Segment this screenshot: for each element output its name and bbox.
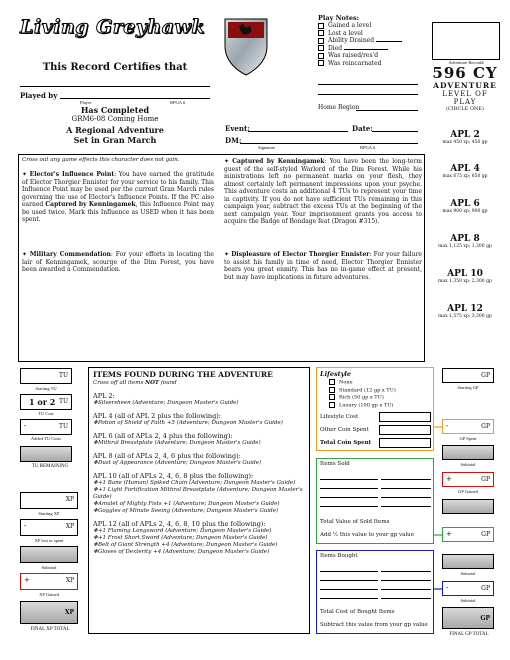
- signature-label: Signature: [258, 145, 276, 150]
- play-note-label: Ability Drained: [328, 37, 375, 44]
- gp-subtotal-box[interactable]: [442, 445, 494, 460]
- play-note-item[interactable]: [318, 30, 418, 38]
- arrow-connector: [434, 586, 443, 592]
- character-name-line: [20, 86, 210, 87]
- checkbox[interactable]: [318, 23, 324, 29]
- minus-sign: -: [24, 522, 27, 530]
- sold-line[interactable]: [381, 506, 431, 507]
- bought-total-label: Total Cost of Bought Items: [320, 609, 395, 615]
- sub-text: Cross off all items: [93, 380, 146, 386]
- checkbox[interactable]: [329, 387, 335, 393]
- plus-sign: +: [24, 576, 30, 584]
- sold-total-label: Total Value of Sold Items: [320, 519, 390, 525]
- tu-unit: TU: [58, 398, 68, 405]
- total-coin-label: Total Coin Spent: [320, 440, 372, 446]
- items-found-sub: [93, 380, 177, 388]
- sub-text-bold: NOT: [145, 380, 159, 386]
- apl-max: max 675 xp; 650 gp: [442, 174, 488, 179]
- effect-text: : For your efforts in locating the lair of Kenningamek, scourge of the Dim Forest, you have been awarded a Commendation.: [22, 251, 214, 273]
- sold-line[interactable]: [381, 479, 431, 480]
- checkbox[interactable]: [329, 379, 335, 385]
- item-line[interactable]: ❖Mithral Breastplate (Adventure; Dungeon Master's Guide): [93, 440, 261, 446]
- apl-items-head: APL 8 (all of APLs 2, 4, 6 plus the following):: [93, 452, 241, 460]
- gp-bought-subtract-box[interactable]: [442, 581, 494, 596]
- checkbox[interactable]: [329, 394, 335, 400]
- apl-items-head: APL 2:: [93, 392, 115, 400]
- item-line[interactable]: ❖Goggles of Minute Seeing (Adventure; Dungeon Master's Guide): [93, 508, 279, 514]
- tu-unit: TU: [58, 372, 68, 379]
- item-text: +1 Flaming Longsword (Adventure; Dungeon Master's Guide): [97, 528, 272, 534]
- item-line[interactable]: ❖Gloves of Dexterity +4 (Adventure; Dungeon Master's Guide): [93, 549, 270, 555]
- sold-line[interactable]: [320, 506, 378, 507]
- xp-unit: XP: [65, 496, 74, 503]
- xp-gained-box[interactable]: [20, 573, 78, 590]
- tu-cost-value: 1 or 2: [29, 397, 56, 407]
- play-notes-title: Play Notes:: [318, 14, 360, 22]
- effect-ref: Captured by Kenningamek: [45, 201, 136, 208]
- gp-gained-box[interactable]: [442, 472, 494, 487]
- item-line[interactable]: ❖Amulet of Mighty Fists +1 (Adventure; Dungeon Master's Guide): [93, 501, 280, 507]
- effect-text: , this Influence Point may be used twice. Mark this Influence as USED when it has been spent.: [22, 201, 214, 223]
- play-note-item[interactable]: [318, 60, 418, 68]
- added-tu-box[interactable]: [20, 419, 72, 435]
- apl-option[interactable]: [425, 304, 505, 319]
- heraldic-shield-image: [224, 18, 268, 76]
- apl-name: APL 12: [447, 304, 483, 314]
- apl-name: APL 4: [450, 164, 480, 174]
- item-line[interactable]: ❖+1 Frost Short Sword (Adventure; Dungeon Master's Guide): [93, 535, 268, 541]
- living-greyhawk-logo: [20, 16, 205, 38]
- effect-title: Displeasure of Elector Thorgier Ennister: [231, 251, 370, 258]
- cross-out-note: Cross out any game effects this character does not gain.: [22, 157, 180, 163]
- checkbox[interactable]: [318, 30, 324, 36]
- gp-subtotal3-box[interactable]: [442, 554, 494, 569]
- added-tu-label: Added TU Costs: [30, 436, 62, 441]
- sold-add-label: Add ½ this value to your gp value: [320, 532, 414, 538]
- apl-option[interactable]: [425, 130, 505, 145]
- sold-line[interactable]: [320, 479, 378, 480]
- item-line[interactable]: ❖Silversheen (Adventure; Dungeon Master's Guide): [93, 400, 239, 406]
- played-by-label: Played by: [20, 91, 58, 100]
- dm-line: [240, 143, 418, 144]
- gp-unit: GP: [481, 531, 490, 538]
- play-note-label: Died: [328, 44, 343, 52]
- items-bought-box: [316, 550, 434, 634]
- checkbox[interactable]: [318, 53, 324, 59]
- star-icon: ✦: [22, 251, 28, 258]
- minus-sign: -: [24, 422, 27, 430]
- star-icon: ✦: [224, 158, 230, 165]
- star-icon: ✦: [224, 251, 230, 258]
- final-gp-box[interactable]: [442, 607, 494, 629]
- dm-rpga-label: RPGA #: [360, 145, 376, 150]
- apl-max: max 450 xp; 450 gp: [442, 140, 488, 145]
- gp-subtotal3-label: Subtotal: [460, 598, 476, 603]
- tu-remaining-box[interactable]: [20, 446, 72, 462]
- xp-unit: XP: [64, 609, 74, 616]
- item-text: Gloves of Dexterity +4 (Adventure; Dungeon Master's Guide): [97, 549, 270, 555]
- home-region-line: [356, 110, 418, 111]
- tu-cost-box: [20, 394, 72, 410]
- lifestyle-options: [329, 379, 396, 409]
- bought-line[interactable]: [381, 589, 431, 590]
- apl-items-head: APL 10 (all of APLs 2, 4, 6, 8 plus the following):: [93, 472, 254, 480]
- plus-sign: +: [446, 475, 452, 483]
- xp-subtotal-label: Subtotal: [41, 565, 57, 570]
- minus-sign: -: [446, 422, 449, 430]
- items-sold-box: [316, 458, 434, 544]
- lifestyle-cost-field[interactable]: [379, 412, 431, 422]
- xp-subtotal-box[interactable]: [20, 546, 78, 563]
- logo-text: Living Greyhawk: [20, 16, 206, 38]
- play-note-label: Was raised/res'd: [328, 52, 379, 59]
- military-commendation-effect[interactable]: [22, 251, 214, 274]
- notes-line: [318, 84, 418, 85]
- apl-name: APL 8: [450, 234, 480, 244]
- lifestyle-option[interactable]: [329, 387, 396, 395]
- lifestyle-cost-label: Lifestyle Cost: [320, 414, 359, 420]
- item-line[interactable]: ❖+1 Light Fortification Mithral Breastplate (Adventure; Dungeon Master's Guide): [93, 487, 303, 500]
- gp-gained-label: GP Gained: [458, 489, 478, 494]
- circle-one-note: (CIRCLE ONE): [446, 106, 484, 112]
- xp-lost-box[interactable]: [20, 519, 78, 536]
- home-region-label: Home Region: [318, 104, 360, 111]
- bought-line[interactable]: [320, 580, 378, 581]
- item-text: +1 Frost Short Sword (Adventure; Dungeon Master's Guide): [97, 535, 268, 541]
- gp-subtotal-label: Subtotal: [460, 462, 476, 467]
- adventure-code: GRM6-08 Coming Home: [71, 115, 159, 123]
- adventure-record-label: Adventure Record#: [448, 60, 484, 65]
- other-coin-label: Other Coin Spent: [320, 427, 369, 433]
- arrow-connector: [434, 424, 443, 430]
- gp-unit: GP: [481, 476, 490, 483]
- starting-tu-box[interactable]: [20, 368, 72, 384]
- gp-unit: GP: [481, 585, 490, 592]
- lifestyle-option-label: Luxury (100 gp x TU): [339, 402, 394, 408]
- rpga-label: RPGA #: [170, 100, 186, 105]
- effect-text: : You have been the long-term guest of the self-styled Warlord of the Dim Forest. While his ministrations left no permanent marks on your flesh, they almost certainly left permanent impressions upon your psyche. This adventure costs an additional 4 TUs to represent your time in captivity. If you do not have sufficient TUs remaining in this campaign year, subtract the excess TUs at the beginning of the next campaign year. Your imprisonment grants you access to acquire the Badge of Bondage feat (Dragon #315).: [224, 158, 422, 225]
- apl-option[interactable]: [425, 164, 505, 179]
- lifestyle-option[interactable]: [329, 379, 396, 387]
- adventure-record-box[interactable]: [432, 22, 500, 60]
- apl-name: APL 6: [450, 199, 480, 209]
- lifestyle-option-label: None: [339, 379, 353, 386]
- item-text: Potion of Shield of Faith +5 (Adventure; Dungeon Master's Guide): [97, 420, 283, 426]
- played-by-line: [60, 98, 210, 99]
- apl-max: max 900 xp; 900 gp: [442, 209, 488, 214]
- tu-remaining-label: TU REMAINING: [31, 464, 69, 469]
- gp-unit: GP: [480, 615, 490, 622]
- checkbox[interactable]: [329, 402, 335, 408]
- tu-cost-label: TU Cost: [38, 411, 54, 416]
- apl-items-head: APL 6 (all of APLs 2, 4 plus the following):: [93, 432, 233, 440]
- level-of-heading: LEVEL OF: [442, 90, 488, 98]
- bought-subtract-label: Subtract this value from your gp value: [320, 622, 428, 628]
- date-line: [372, 131, 418, 132]
- apl-max: max 1,575 xp; 3,300 gp: [438, 314, 492, 319]
- checkbox[interactable]: [318, 60, 324, 66]
- items-sold-title: Items Sold: [320, 461, 350, 467]
- final-xp-label: FINAL XP TOTAL: [30, 627, 70, 632]
- effect-title: Elector's Influence Point: [29, 171, 115, 178]
- sub-text: found: [158, 380, 177, 386]
- starting-xp-box[interactable]: [20, 492, 78, 509]
- bought-line[interactable]: [320, 598, 378, 599]
- item-text: Silversheen (Adventure; Dungeon Master's Guide): [97, 400, 239, 406]
- play-note-label: Gained a level: [328, 22, 372, 29]
- event-line: [248, 131, 348, 132]
- xp-unit: XP: [65, 577, 74, 584]
- item-text: Belt of Giant Strength +4 (Adventure; Dungeon Master's Guide): [97, 542, 278, 548]
- notes-line: [318, 94, 418, 95]
- effect-text: : You have earned the gratitude of Elector Thorgier Ennister for your service to his family. This Influence Point may be used per the current Gran March rules governing the use of Elector's Influence Points. If the PC also earned: [22, 171, 214, 208]
- item-line[interactable]: ❖+1 Bane (Human) Spiked Chain (Adventure; Dungeon Master's Guide): [93, 480, 296, 486]
- final-xp-box[interactable]: [20, 601, 78, 624]
- xp-lost-label: XP lost or spent: [34, 538, 64, 543]
- item-line[interactable]: ❖Potion of Shield of Faith +5 (Adventure; Dungeon Master's Guide): [93, 420, 283, 426]
- bought-line[interactable]: [381, 580, 431, 581]
- gp-spent-box[interactable]: [442, 419, 494, 434]
- date-label: Date:: [352, 124, 373, 133]
- apl-option[interactable]: [425, 199, 505, 214]
- apl-name: APL 10: [447, 269, 483, 279]
- gp-subtotal2-label: Subtotal: [460, 571, 476, 576]
- starting-tu-label: Starting TU: [35, 386, 57, 391]
- gp-spent-label: GP Spent: [459, 436, 477, 441]
- has-completed: Has Completed: [80, 105, 150, 115]
- starting-gp-box[interactable]: [442, 368, 494, 383]
- xp-unit: XP: [65, 523, 74, 530]
- item-text: +1 Bane (Human) Spiked Chain (Adventure; Dungeon Master's Guide): [97, 480, 296, 486]
- set-in: Set in Gran March: [73, 135, 157, 145]
- lifestyle-box: [316, 367, 434, 451]
- apl-max: max 1,350 xp; 2,300 gp: [438, 279, 492, 284]
- bought-line[interactable]: [381, 571, 431, 572]
- apl-items-head: APL 4 (all of APL 2 plus the following):: [93, 412, 221, 420]
- items-list: [93, 390, 307, 556]
- item-text: Dust of Appearance (Adventure; Dungeon Master's Guide): [97, 460, 262, 466]
- checkbox[interactable]: [318, 38, 324, 44]
- xp-gained-label: XP Gained: [39, 592, 59, 597]
- adventure-type: A Regional Adventure: [66, 125, 164, 135]
- tu-unit: TU: [58, 423, 68, 430]
- lifestyle-option[interactable]: [329, 402, 396, 410]
- gp-sold-add-box[interactable]: [442, 527, 494, 542]
- apl-option[interactable]: [425, 269, 505, 284]
- sold-line[interactable]: [381, 497, 431, 498]
- play-note-item[interactable]: [318, 22, 418, 30]
- item-text: +1 Light Fortification Mithral Breastplate (Adventure; Dungeon Master's Guide): [93, 487, 303, 500]
- effect-title: Captured by Kenningamek: [232, 158, 325, 165]
- checkbox[interactable]: [318, 45, 324, 51]
- sold-line[interactable]: [320, 488, 378, 489]
- lifestyle-option-label: Rich (50 gp x TU): [339, 394, 384, 401]
- gp-subtotal2-box[interactable]: [442, 499, 494, 514]
- item-line[interactable]: ❖Dust of Appearance (Adventure; Dungeon Master's Guide): [93, 460, 262, 466]
- item-line[interactable]: ❖+1 Flaming Longsword (Adventure; Dungeon Master's Guide): [93, 528, 272, 534]
- total-coin-field[interactable]: [379, 438, 431, 448]
- displeasure-effect[interactable]: [224, 251, 422, 281]
- apl-items-head: APL 12 (all of APLs 2, 4, 6, 8, 10 plus the following):: [93, 520, 266, 528]
- event-label: Event:: [225, 124, 250, 133]
- bought-line[interactable]: [320, 589, 378, 590]
- play-heading: PLAY: [453, 98, 477, 106]
- arrow-connector: [434, 532, 443, 538]
- play-note-item[interactable]: [318, 37, 418, 45]
- certifies-heading: This Record Certifies that: [42, 62, 188, 73]
- apl-name: APL 2: [450, 130, 480, 140]
- bought-line[interactable]: [320, 571, 378, 572]
- items-found-title: ITEMS FOUND DURING THE ADVENTURE: [93, 370, 273, 379]
- item-text: Goggles of Minute Seeing (Adventure; Dungeon Master's Guide): [97, 508, 279, 514]
- effect-text: : For your failure to assist his family in time of need, Elector Thorgier Ennister bears you great enmity. This has no in-game effect at present, but may have implications in future adventures.: [224, 251, 422, 281]
- item-text: Amulet of Mighty Fists +1 (Adventure; Dungeon Master's Guide): [97, 501, 280, 507]
- plus-sign: +: [446, 530, 452, 538]
- play-note-label: Lost a level: [328, 29, 363, 37]
- items-bought-title: Items Bought: [320, 553, 358, 559]
- starting-gp-label: Starting GP: [457, 385, 479, 390]
- starting-xp-label: Starting XP: [38, 511, 60, 516]
- effect-title: Military Commendation: [29, 251, 111, 258]
- play-note-item[interactable]: [318, 45, 418, 53]
- lifestyle-title: Lifestyle: [320, 370, 352, 378]
- gp-unit: GP: [481, 372, 490, 379]
- minus-sign: -: [446, 584, 449, 592]
- dm-label: DM:: [225, 136, 242, 145]
- final-gp-label: FINAL GP TOTAL: [449, 632, 489, 637]
- item-line[interactable]: ❖Belt of Giant Strength +4 (Adventure; Dungeon Master's Guide): [93, 542, 278, 548]
- play-notes: [318, 14, 418, 67]
- player-label: Player: [80, 100, 92, 105]
- play-note-item[interactable]: [318, 52, 418, 60]
- other-coin-field[interactable]: [379, 425, 431, 435]
- adventure-year: 596 CY: [432, 64, 498, 82]
- sold-line[interactable]: [320, 497, 378, 498]
- apl-max: max 1,125 xp; 1,300 gp: [438, 244, 492, 249]
- sold-line[interactable]: [381, 488, 431, 489]
- adventure-heading: ADVENTURE: [433, 81, 497, 90]
- game-effects-box: [18, 154, 425, 362]
- captured-effect[interactable]: [224, 158, 422, 226]
- apl-option[interactable]: [425, 234, 505, 249]
- lifestyle-option[interactable]: [329, 394, 396, 402]
- item-text: Mithral Breastplate (Adventure; Dungeon Master's Guide): [97, 440, 261, 446]
- items-found-box: [88, 367, 310, 634]
- influence-point-effect[interactable]: [22, 171, 214, 224]
- play-note-label: Was reincarnated: [328, 59, 382, 67]
- star-icon: ✦: [22, 171, 28, 178]
- gp-unit: GP: [481, 423, 490, 430]
- bought-line[interactable]: [381, 598, 431, 599]
- lifestyle-option-label: Standard (12 gp x TU): [339, 387, 396, 393]
